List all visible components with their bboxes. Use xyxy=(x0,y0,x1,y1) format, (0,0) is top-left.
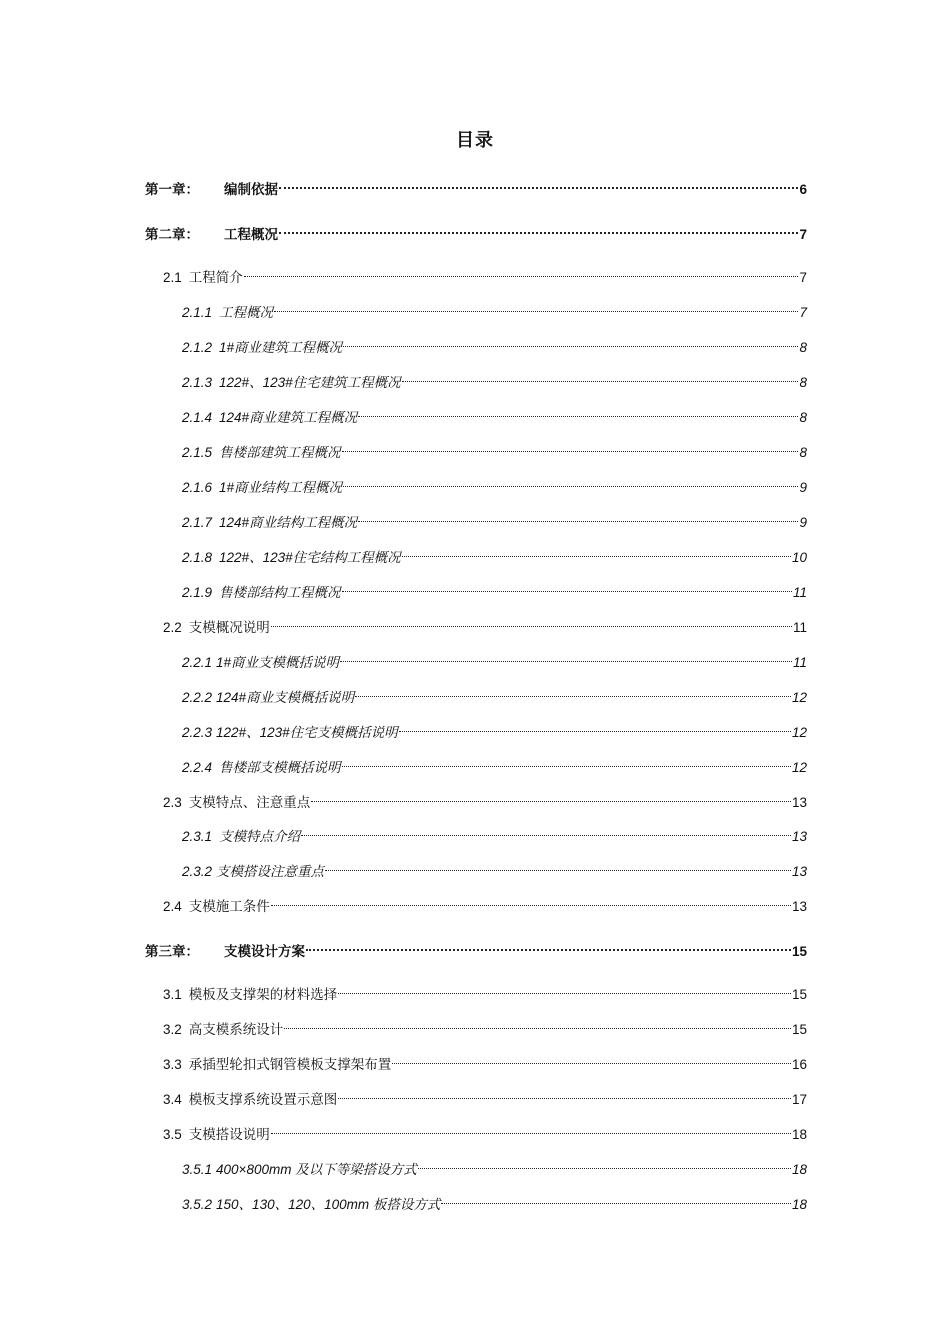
toc-entry-number: 3.3 xyxy=(163,1057,182,1072)
toc-entry-page: 9 xyxy=(799,480,807,495)
toc-section-3-1[interactable] xyxy=(163,978,807,1002)
toc-entry-label: 支模概况说明 xyxy=(188,620,270,635)
toc-chapter-3[interactable] xyxy=(145,934,807,959)
toc-entry-page: 13 xyxy=(791,795,807,810)
toc-leader-dots xyxy=(338,973,791,994)
toc-entry-label: 1#商业结构工程概况 xyxy=(219,480,343,495)
toc-subsection-2-1-2[interactable] xyxy=(182,331,807,355)
toc-subsection-2-1-9[interactable] xyxy=(182,576,807,600)
toc-entry-label: 124#商业支模概括说明 xyxy=(216,690,355,705)
toc-subsection-3-5-2[interactable] xyxy=(182,1188,807,1212)
toc-entry-label: 支模施工条件 xyxy=(188,899,270,914)
toc-entry-number: 2.1.9 xyxy=(182,585,213,600)
toc-entry-page: 8 xyxy=(799,445,807,460)
toc-entry-number: 2.1.5 xyxy=(182,445,213,460)
toc-entry-page: 15 xyxy=(791,1022,807,1037)
toc-leader-dots xyxy=(325,850,791,871)
toc-subsection-2-1-6[interactable] xyxy=(182,471,807,495)
toc-entry-label: 124#商业结构工程概况 xyxy=(219,515,358,530)
toc-entry-number: 2.2.2 xyxy=(182,690,213,705)
toc-section-3-2[interactable] xyxy=(163,1013,807,1037)
toc-entry-number: 2.1.6 xyxy=(182,480,213,495)
toc-entry-label: 工程概况 xyxy=(224,227,278,242)
toc-entry-number: 第二章： xyxy=(145,227,199,242)
toc-leader-dots xyxy=(402,361,799,382)
toc-section-2-1[interactable] xyxy=(163,261,807,285)
toc-entry-page: 12 xyxy=(791,690,807,705)
toc-entry-label: 售楼部结构工程概况 xyxy=(219,585,341,600)
toc-entry-label: 工程概况 xyxy=(219,305,274,320)
toc-entry-label: 1#商业支模概括说明 xyxy=(216,655,340,670)
toc-subsection-2-3-1[interactable] xyxy=(182,820,807,844)
toc-entry-label: 支模特点、注意重点 xyxy=(188,795,311,810)
toc-leader-dots xyxy=(306,929,791,951)
toc-entry-number: 2.2.3 xyxy=(182,725,213,740)
toc-leader-dots xyxy=(340,641,792,662)
toc-entry-number: 2.2.1 xyxy=(182,655,213,670)
toc-subsection-3-5-1[interactable] xyxy=(182,1153,807,1177)
toc-leader-dots xyxy=(271,606,792,627)
toc-entry-number: 2.3.1 xyxy=(182,829,213,844)
toc-section-2-2[interactable] xyxy=(163,611,807,635)
toc-entry-page: 7 xyxy=(799,227,807,242)
toc-leader-dots xyxy=(274,291,798,312)
toc-entry-label: 售楼部建筑工程概况 xyxy=(219,445,341,460)
toc-chapter-1[interactable] xyxy=(145,172,807,197)
toc-entry-page: 12 xyxy=(791,725,807,740)
toc-entry-page: 9 xyxy=(799,515,807,530)
toc-leader-dots xyxy=(342,746,791,767)
toc-entry-page: 13 xyxy=(791,899,807,914)
toc-entry-page: 18 xyxy=(791,1162,807,1177)
toc-entry-number: 3.5.2 xyxy=(182,1197,213,1212)
toc-entry-label: 高支模系统设计 xyxy=(188,1022,284,1037)
toc-leader-dots xyxy=(355,676,791,697)
toc-leader-dots xyxy=(244,256,799,277)
toc-entry-label: 150、130、120、100mm 板搭设方式 xyxy=(216,1197,441,1212)
toc-entry-label: 售楼部支模概括说明 xyxy=(219,760,341,775)
toc-entry-label: 工程简介 xyxy=(188,270,243,285)
toc-entry-number: 2.1.3 xyxy=(182,375,213,390)
toc-entry-page: 13 xyxy=(791,864,807,879)
toc-subsection-2-1-5[interactable] xyxy=(182,436,807,460)
toc-entry-number: 2.1.4 xyxy=(182,410,213,425)
toc-entry-label: 承插型轮扣式钢管模板支撑架布置 xyxy=(188,1057,392,1072)
toc-entry-label: 122#、123#住宅建筑工程概况 xyxy=(219,375,401,390)
toc-entry-page: 15 xyxy=(791,987,807,1002)
toc-leader-dots xyxy=(343,326,798,347)
toc-entry-page: 16 xyxy=(791,1057,807,1072)
toc-leader-dots xyxy=(358,396,798,417)
toc-entry-number: 第一章： xyxy=(145,182,199,197)
toc-leader-dots xyxy=(402,536,791,557)
toc-entry-label: 支模搭设注意重点 xyxy=(216,864,325,879)
toc-entry-page: 7 xyxy=(799,305,807,320)
toc-entry-page: 15 xyxy=(791,944,807,959)
toc-entry-number: 2.1 xyxy=(163,270,182,285)
toc-entry-label: 支模特点介绍 xyxy=(219,829,301,844)
toc-section-3-4[interactable] xyxy=(163,1083,807,1107)
toc-leader-dots xyxy=(392,1043,791,1064)
toc-subsection-2-1-1[interactable] xyxy=(182,296,807,320)
toc-entry-number: 2.2 xyxy=(163,620,182,635)
toc-entry-label: 模板及支撑架的材料选择 xyxy=(188,987,338,1002)
toc-entry-number: 2.1.8 xyxy=(182,550,213,565)
toc-entry-number: 2.1.7 xyxy=(182,515,213,530)
toc-entry-number: 3.2 xyxy=(163,1022,182,1037)
toc-entry-page: 6 xyxy=(799,182,807,197)
toc-entry-label: 模板支撑系统设置示意图 xyxy=(188,1092,338,1107)
toc-subsection-2-1-4[interactable] xyxy=(182,401,807,425)
toc-title: 目录 xyxy=(456,130,494,150)
toc-entry-page: 8 xyxy=(799,340,807,355)
toc-entry-number: 3.5.1 xyxy=(182,1162,213,1177)
toc-leader-dots xyxy=(284,1008,791,1029)
toc-entry-label: 编制依据 xyxy=(224,182,278,197)
toc-subsection-2-1-3[interactable] xyxy=(182,366,807,390)
toc-entry-number: 2.3.2 xyxy=(182,864,213,879)
toc-leader-dots xyxy=(338,1078,791,1099)
toc-entry-number: 2.3 xyxy=(163,795,182,810)
toc-entry-number: 2.2.4 xyxy=(182,760,213,775)
toc-entry-page: 18 xyxy=(791,1197,807,1212)
toc-leader-dots xyxy=(301,815,791,836)
toc-leader-dots xyxy=(342,431,799,452)
toc-section-3-5[interactable] xyxy=(163,1118,807,1142)
toc-entry-page: 18 xyxy=(791,1127,807,1142)
toc-leader-dots xyxy=(441,1183,791,1204)
toc-subsection-2-3-2[interactable] xyxy=(182,855,807,879)
toc-entry-number: 3.4 xyxy=(163,1092,182,1107)
toc-entry-page: 13 xyxy=(791,829,807,844)
toc-entry-label: 122#、123#住宅结构工程概况 xyxy=(219,550,401,565)
toc-entry-label: 支模设计方案 xyxy=(224,944,305,959)
toc-entry-page: 11 xyxy=(792,620,807,635)
toc-leader-dots xyxy=(399,711,791,732)
toc-subsection-2-2-3[interactable] xyxy=(182,716,807,740)
toc-leader-dots xyxy=(358,501,798,522)
toc-leader-dots xyxy=(418,1148,791,1169)
toc-subsection-2-2-2[interactable] xyxy=(182,681,807,705)
toc-leader-dots xyxy=(271,1113,791,1134)
toc-entry-label: 1#商业建筑工程概况 xyxy=(219,340,343,355)
toc-entry-label: 支模搭设说明 xyxy=(188,1127,270,1142)
toc-leader-dots xyxy=(279,167,798,189)
toc-subsection-2-2-1[interactable] xyxy=(182,646,807,670)
toc-chapter-2[interactable] xyxy=(145,217,807,242)
toc-leader-dots xyxy=(343,466,798,487)
toc-entry-number: 2.4 xyxy=(163,899,182,914)
toc-entry-page: 11 xyxy=(792,585,807,600)
toc-entry-number: 3.5 xyxy=(163,1127,182,1142)
toc-subsection-2-1-7[interactable] xyxy=(182,506,807,530)
toc-section-2-3[interactable] xyxy=(163,786,807,810)
toc-entry-number: 3.1 xyxy=(163,987,182,1002)
toc-section-2-4[interactable] xyxy=(163,890,807,914)
toc-subsection-2-2-4[interactable] xyxy=(182,751,807,775)
toc-entry-page: 12 xyxy=(791,760,807,775)
toc-entry-label: 400×800mm 及以下等梁搭设方式 xyxy=(216,1162,417,1177)
toc-entry-number: 2.1.2 xyxy=(182,340,213,355)
toc-entry-page: 11 xyxy=(792,655,807,670)
toc-entry-page: 7 xyxy=(799,270,807,285)
toc-entry-page: 10 xyxy=(791,550,807,565)
toc-entry-page: 8 xyxy=(799,375,807,390)
toc-leader-dots xyxy=(271,885,791,906)
toc-section-3-3[interactable] xyxy=(163,1048,807,1072)
toc-entry-label: 122#、123#住宅支模概括说明 xyxy=(216,725,398,740)
toc-leader-dots xyxy=(279,212,798,234)
toc-leader-dots xyxy=(311,781,791,802)
toc-leader-dots xyxy=(342,571,792,592)
toc-entry-number: 第三章： xyxy=(145,944,199,959)
toc-entry-page: 8 xyxy=(799,410,807,425)
toc-entry-label: 124#商业建筑工程概况 xyxy=(219,410,358,425)
toc-subsection-2-1-8[interactable] xyxy=(182,541,807,565)
toc-entry-number: 2.1.1 xyxy=(182,305,213,320)
toc-entry-page: 17 xyxy=(791,1092,807,1107)
